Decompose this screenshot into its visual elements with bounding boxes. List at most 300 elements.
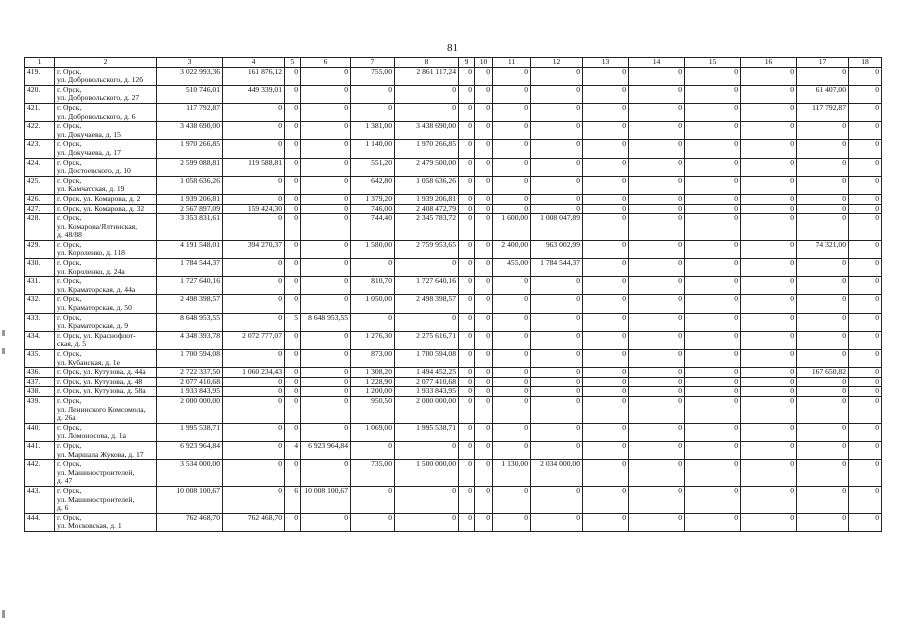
value-cell-c11: 1 600,00 <box>493 214 531 241</box>
value-cell-c10: 0 <box>475 331 493 349</box>
column-header: 13 <box>583 58 629 68</box>
table-row <box>25 214 882 241</box>
address-line: г. Орск, ул. Кутузова, д. 58а <box>57 386 146 396</box>
value-cell-c4: 0 <box>223 313 285 331</box>
value-cell-c14: 0 <box>629 176 685 194</box>
address-line: ул. Камчатская, д. 19 <box>57 184 125 194</box>
table-row <box>25 441 882 459</box>
value-cell-c5: 0 <box>285 368 301 378</box>
value-cell-c16: 0 <box>741 214 797 241</box>
value-cell-c13: 0 <box>583 387 629 397</box>
value-cell-c15: 0 <box>685 368 741 378</box>
table-row <box>25 103 882 121</box>
value-cell-c16: 0 <box>741 103 797 121</box>
value-cell-c13: 0 <box>583 240 629 258</box>
value-cell-c8: 1 933 843,95 <box>395 387 459 397</box>
address-line: д. 6 <box>57 503 69 513</box>
value-cell-c7: 0 <box>351 313 395 331</box>
value-cell-c4: 0 <box>223 140 285 158</box>
table-row <box>25 240 882 258</box>
value-cell-c8: 0 <box>395 259 459 277</box>
table-row <box>25 295 882 313</box>
value-cell-c15: 0 <box>685 176 741 194</box>
value-cell-c16: 0 <box>741 377 797 387</box>
value-cell-c17: 0 <box>797 259 849 277</box>
value-cell-c8: 2 498 398,57 <box>395 295 459 313</box>
value-cell-c10: 0 <box>475 313 493 331</box>
value-cell-c8: 2 408 472,79 <box>395 204 459 214</box>
value-cell-c11: 0 <box>493 277 531 295</box>
address-line: г. Орск, <box>57 240 82 249</box>
value-cell-c11: 0 <box>493 103 531 121</box>
row-number: 436. <box>25 368 55 378</box>
value-cell-c17: 0 <box>797 204 849 214</box>
value-cell-c17: 117 792,87 <box>797 103 849 121</box>
value-cell-c16: 0 <box>741 67 797 85</box>
value-cell-c14: 0 <box>629 122 685 140</box>
value-cell-c7: 873,00 <box>351 350 395 368</box>
value-cell-c6: 0 <box>301 85 351 103</box>
value-cell-c13: 0 <box>583 377 629 387</box>
address-line: ул. Добровольского, д. 12б <box>57 75 144 85</box>
column-header: 12 <box>531 58 583 68</box>
value-cell-c9: 0 <box>459 194 475 204</box>
value-cell-c15: 0 <box>685 158 741 176</box>
value-cell-c13: 0 <box>583 295 629 313</box>
address-line: г. Орск, <box>57 103 82 112</box>
value-cell-c7: 0 <box>351 441 395 459</box>
value-cell-c9: 0 <box>459 486 475 513</box>
value-cell-c6: 0 <box>301 295 351 313</box>
value-cell-c8: 3 438 690,00 <box>395 122 459 140</box>
value-cell-c3: 1 995 538,71 <box>157 423 223 441</box>
value-cell-c11: 0 <box>493 377 531 387</box>
value-cell-c9: 0 <box>459 122 475 140</box>
value-cell-c12: 0 <box>531 350 583 368</box>
value-cell-c5: 5 <box>285 313 301 331</box>
value-cell-c14: 0 <box>629 368 685 378</box>
value-cell-c6: 0 <box>301 214 351 241</box>
address-line: ул. Комарова/Ялтинская, <box>57 221 138 231</box>
column-header: 3 <box>157 58 223 68</box>
value-cell-c3: 2 599 088,81 <box>157 158 223 176</box>
value-cell-c13: 0 <box>583 441 629 459</box>
table-row <box>25 194 882 204</box>
address-line: д. 26а <box>57 413 76 423</box>
value-cell-c8: 1 058 636,26 <box>395 176 459 194</box>
value-cell-c17: 0 <box>797 441 849 459</box>
value-cell-c18: 0 <box>849 122 882 140</box>
value-cell-c16: 0 <box>741 204 797 214</box>
value-cell-c8: 2 861 117,24 <box>395 67 459 85</box>
value-cell-c16: 0 <box>741 259 797 277</box>
value-cell-c7: 950,50 <box>351 396 395 423</box>
value-cell-c11: 0 <box>493 513 531 531</box>
address-line: д. 47 <box>57 476 73 486</box>
table-row <box>25 313 882 331</box>
value-cell-c14: 0 <box>629 387 685 397</box>
value-cell-c4: 0 <box>223 122 285 140</box>
value-cell-c10: 0 <box>475 158 493 176</box>
value-cell-c10: 0 <box>475 295 493 313</box>
table-row <box>25 423 882 441</box>
value-cell-c10: 0 <box>475 277 493 295</box>
value-cell-c4: 0 <box>223 176 285 194</box>
value-cell-c14: 0 <box>629 486 685 513</box>
value-cell-c7: 551,20 <box>351 158 395 176</box>
column-header: 18 <box>849 58 882 68</box>
row-number: 439. <box>25 396 55 423</box>
value-cell-c11: 0 <box>493 396 531 423</box>
value-cell-c7: 755,00 <box>351 67 395 85</box>
value-cell-c16: 0 <box>741 486 797 513</box>
address-line: ул. Краматорская, д. 44а <box>57 284 136 294</box>
value-cell-c10: 0 <box>475 350 493 368</box>
value-cell-c11: 0 <box>493 295 531 313</box>
value-cell-c13: 0 <box>583 513 629 531</box>
value-cell-c12: 0 <box>531 85 583 103</box>
value-cell-c9: 0 <box>459 396 475 423</box>
value-cell-c5: 0 <box>285 194 301 204</box>
value-cell-c11: 2 400,00 <box>493 240 531 258</box>
value-cell-c18: 0 <box>849 158 882 176</box>
row-number: 443. <box>25 486 55 513</box>
value-cell-c8: 1 970 266,85 <box>395 140 459 158</box>
value-cell-c15: 0 <box>685 85 741 103</box>
column-header: 6 <box>301 58 351 68</box>
value-cell-c7: 1 069,00 <box>351 423 395 441</box>
value-cell-c10: 0 <box>475 204 493 214</box>
value-cell-c10: 0 <box>475 194 493 204</box>
value-cell-c17: 0 <box>797 67 849 85</box>
value-cell-c12: 0 <box>531 313 583 331</box>
address-line: ул. Кубанская, д. 1е <box>57 357 120 367</box>
value-cell-c5: 4 <box>285 441 301 459</box>
value-cell-c13: 0 <box>583 85 629 103</box>
row-number: 441. <box>25 441 55 459</box>
value-cell-c13: 0 <box>583 331 629 349</box>
value-cell-c13: 0 <box>583 158 629 176</box>
column-header: 1 <box>25 58 55 68</box>
value-cell-c7: 744,40 <box>351 214 395 241</box>
column-header: 7 <box>351 58 395 68</box>
value-cell-c14: 0 <box>629 204 685 214</box>
value-cell-c13: 0 <box>583 194 629 204</box>
value-cell-c7: 1 379,20 <box>351 194 395 204</box>
table-row <box>25 387 882 397</box>
value-cell-c17: 0 <box>797 140 849 158</box>
value-cell-c10: 0 <box>475 423 493 441</box>
value-cell-c17: 0 <box>797 460 849 487</box>
value-cell-c3: 10 008 100,67 <box>157 486 223 513</box>
value-cell-c8: 0 <box>395 486 459 513</box>
value-cell-c9: 0 <box>459 176 475 194</box>
value-cell-c15: 0 <box>685 331 741 349</box>
margin-mark <box>2 330 5 336</box>
value-cell-c10: 0 <box>475 122 493 140</box>
value-cell-c5: 0 <box>285 350 301 368</box>
address-line: г. Орск, <box>57 396 82 405</box>
column-header: 17 <box>797 58 849 68</box>
value-cell-c9: 0 <box>459 377 475 387</box>
address-line: ул. Машиностроителей, <box>57 467 135 477</box>
table-row <box>25 158 882 176</box>
value-cell-c18: 0 <box>849 204 882 214</box>
value-cell-c5: 0 <box>285 259 301 277</box>
address-cell <box>55 513 157 531</box>
value-cell-c6: 0 <box>301 140 351 158</box>
address-cell <box>55 103 157 121</box>
table-row <box>25 396 882 423</box>
value-cell-c8: 2 345 783,72 <box>395 214 459 241</box>
value-cell-c18: 0 <box>849 277 882 295</box>
value-cell-c4: 0 <box>223 460 285 487</box>
value-cell-c7: 0 <box>351 486 395 513</box>
value-cell-c13: 0 <box>583 122 629 140</box>
value-cell-c5: 0 <box>285 295 301 313</box>
row-number: 426. <box>25 194 55 204</box>
address-cell <box>55 460 157 487</box>
value-cell-c12: 0 <box>531 67 583 85</box>
column-header: 10 <box>475 58 493 68</box>
address-line: ул. Докучаева, д. 17 <box>57 147 121 157</box>
value-cell-c6: 0 <box>301 194 351 204</box>
address-line: г. Орск, <box>57 85 82 94</box>
row-number: 429. <box>25 240 55 258</box>
value-cell-c4: 0 <box>223 277 285 295</box>
value-cell-c11: 0 <box>493 194 531 204</box>
value-cell-c6: 0 <box>301 122 351 140</box>
value-cell-c10: 0 <box>475 387 493 397</box>
row-number: 424. <box>25 158 55 176</box>
value-cell-c10: 0 <box>475 176 493 194</box>
value-cell-c3: 510 746,01 <box>157 85 223 103</box>
value-cell-c14: 0 <box>629 158 685 176</box>
row-number: 428. <box>25 214 55 241</box>
row-number: 425. <box>25 176 55 194</box>
value-cell-c4: 0 <box>223 377 285 387</box>
address-line: ул. Краматорская, д. 9 <box>57 321 129 331</box>
table-row <box>25 259 882 277</box>
row-number: 422. <box>25 122 55 140</box>
table-row <box>25 368 882 378</box>
value-cell-c3: 2 498 398,57 <box>157 295 223 313</box>
row-number: 433. <box>25 313 55 331</box>
value-cell-c7: 1 140,00 <box>351 140 395 158</box>
value-cell-c11: 0 <box>493 313 531 331</box>
value-cell-c14: 0 <box>629 460 685 487</box>
value-cell-c18: 0 <box>849 460 882 487</box>
value-cell-c18: 0 <box>849 486 882 513</box>
value-cell-c15: 0 <box>685 122 741 140</box>
value-cell-c17: 0 <box>797 423 849 441</box>
row-number: 423. <box>25 140 55 158</box>
value-cell-c5: 0 <box>285 396 301 423</box>
value-cell-c15: 0 <box>685 259 741 277</box>
address-line: ул. Ленинского Комсомола, <box>57 404 146 414</box>
value-cell-c17: 0 <box>797 194 849 204</box>
value-cell-c5: 0 <box>285 140 301 158</box>
value-cell-c7: 810,70 <box>351 277 395 295</box>
value-cell-c6: 0 <box>301 350 351 368</box>
value-cell-c9: 0 <box>459 103 475 121</box>
value-cell-c4: 394 270,37 <box>223 240 285 258</box>
value-cell-c4: 0 <box>223 423 285 441</box>
value-cell-c7: 1 381,00 <box>351 122 395 140</box>
value-cell-c16: 0 <box>741 460 797 487</box>
value-cell-c4: 0 <box>223 214 285 241</box>
value-cell-c16: 0 <box>741 140 797 158</box>
address-cell <box>55 396 157 423</box>
address-line: г. Орск, <box>57 67 82 76</box>
value-cell-c13: 0 <box>583 460 629 487</box>
value-cell-c16: 0 <box>741 85 797 103</box>
value-cell-c4: 0 <box>223 387 285 397</box>
address-line: ул. Добровольского, д. 6 <box>57 111 136 121</box>
value-cell-c14: 0 <box>629 295 685 313</box>
value-cell-c12: 0 <box>531 158 583 176</box>
value-cell-c16: 0 <box>741 396 797 423</box>
address-line: г. Орск, <box>57 486 82 495</box>
value-cell-c10: 0 <box>475 85 493 103</box>
value-cell-c17: 0 <box>797 331 849 349</box>
address-line: ская, д. 5 <box>57 339 87 349</box>
value-cell-c15: 0 <box>685 441 741 459</box>
value-cell-c4: 0 <box>223 441 285 459</box>
address-cell <box>55 295 157 313</box>
table-header-row <box>25 58 882 68</box>
value-cell-c8: 2 759 953,65 <box>395 240 459 258</box>
value-cell-c16: 0 <box>741 176 797 194</box>
address-line: г. Орск, <box>57 121 82 131</box>
address-line: ул. Московская, д. 1 <box>57 521 122 531</box>
value-cell-c14: 0 <box>629 103 685 121</box>
value-cell-c6: 10 008 100,67 <box>301 486 351 513</box>
value-cell-c18: 0 <box>849 387 882 397</box>
column-header: 4 <box>223 58 285 68</box>
address-cell <box>55 387 157 397</box>
value-cell-c11: 0 <box>493 85 531 103</box>
value-cell-c15: 0 <box>685 277 741 295</box>
value-cell-c10: 0 <box>475 441 493 459</box>
value-cell-c12: 0 <box>531 368 583 378</box>
address-line: г. Орск, <box>57 276 82 286</box>
value-cell-c11: 455,00 <box>493 259 531 277</box>
value-cell-c5: 0 <box>285 204 301 214</box>
value-cell-c11: 0 <box>493 204 531 214</box>
value-cell-c7: 746,00 <box>351 204 395 214</box>
address-line: ул. Достоевского, д. 10 <box>57 166 131 176</box>
value-cell-c15: 0 <box>685 103 741 121</box>
value-cell-c13: 0 <box>583 176 629 194</box>
value-cell-c10: 0 <box>475 396 493 423</box>
value-cell-c15: 0 <box>685 67 741 85</box>
value-cell-c16: 0 <box>741 387 797 397</box>
value-cell-c6: 0 <box>301 387 351 397</box>
value-cell-c5: 0 <box>285 103 301 121</box>
value-cell-c13: 0 <box>583 368 629 378</box>
address-cell <box>55 377 157 387</box>
value-cell-c11: 1 130,00 <box>493 460 531 487</box>
row-number: 434. <box>25 331 55 349</box>
value-cell-c17: 0 <box>797 277 849 295</box>
value-cell-c17: 0 <box>797 396 849 423</box>
value-cell-c17: 167 650,82 <box>797 368 849 378</box>
value-cell-c5: 0 <box>285 460 301 487</box>
value-cell-c18: 0 <box>849 67 882 85</box>
value-cell-c4: 0 <box>223 486 285 513</box>
value-cell-c8: 1 727 640,16 <box>395 277 459 295</box>
value-cell-c13: 0 <box>583 277 629 295</box>
value-cell-c9: 0 <box>459 368 475 378</box>
value-cell-c15: 0 <box>685 377 741 387</box>
value-cell-c4: 119 588,81 <box>223 158 285 176</box>
address-cell <box>55 441 157 459</box>
value-cell-c18: 0 <box>849 295 882 313</box>
address-cell <box>55 214 157 241</box>
address-line: г. Орск, <box>57 459 82 469</box>
value-cell-c6: 8 648 953,55 <box>301 313 351 331</box>
table-row <box>25 85 882 103</box>
table-row <box>25 513 882 531</box>
value-cell-c15: 0 <box>685 423 741 441</box>
value-cell-c12: 0 <box>531 194 583 204</box>
table-row <box>25 122 882 140</box>
value-cell-c12: 2 034 000,00 <box>531 460 583 487</box>
value-cell-c3: 2 567 897,09 <box>157 204 223 214</box>
value-cell-c7: 1 228,90 <box>351 377 395 387</box>
value-cell-c14: 0 <box>629 140 685 158</box>
value-cell-c18: 0 <box>849 259 882 277</box>
value-cell-c3: 4 191 548,01 <box>157 240 223 258</box>
value-cell-c6: 0 <box>301 67 351 85</box>
row-number: 440. <box>25 423 55 441</box>
table-row <box>25 350 882 368</box>
value-cell-c13: 0 <box>583 313 629 331</box>
value-cell-c9: 0 <box>459 204 475 214</box>
value-cell-c11: 0 <box>493 368 531 378</box>
address-cell <box>55 423 157 441</box>
value-cell-c14: 0 <box>629 377 685 387</box>
value-cell-c4: 161 876,12 <box>223 67 285 85</box>
value-cell-c5: 0 <box>285 377 301 387</box>
value-cell-c11: 0 <box>493 350 531 368</box>
value-cell-c3: 3 534 000,00 <box>157 460 223 487</box>
value-cell-c8: 0 <box>395 85 459 103</box>
value-cell-c6: 0 <box>301 331 351 349</box>
value-cell-c4: 0 <box>223 103 285 121</box>
value-cell-c5: 0 <box>285 122 301 140</box>
value-cell-c13: 0 <box>583 350 629 368</box>
value-cell-c4: 159 424,30 <box>223 204 285 214</box>
value-cell-c4: 0 <box>223 350 285 368</box>
value-cell-c5: 0 <box>285 85 301 103</box>
value-cell-c13: 0 <box>583 103 629 121</box>
address-cell <box>55 331 157 349</box>
value-cell-c14: 0 <box>629 85 685 103</box>
address-cell <box>55 176 157 194</box>
address-line: ул. Ломоносова, д. 1а <box>57 431 126 441</box>
column-header: 2 <box>55 58 157 68</box>
value-cell-c4: 2 072 777,07 <box>223 331 285 349</box>
value-cell-c16: 0 <box>741 331 797 349</box>
row-number: 419. <box>25 67 55 85</box>
value-cell-c12: 0 <box>531 331 583 349</box>
value-cell-c17: 0 <box>797 377 849 387</box>
value-cell-c5: 0 <box>285 387 301 397</box>
address-line: д. 48/88 <box>57 230 82 240</box>
row-number: 438. <box>25 387 55 397</box>
